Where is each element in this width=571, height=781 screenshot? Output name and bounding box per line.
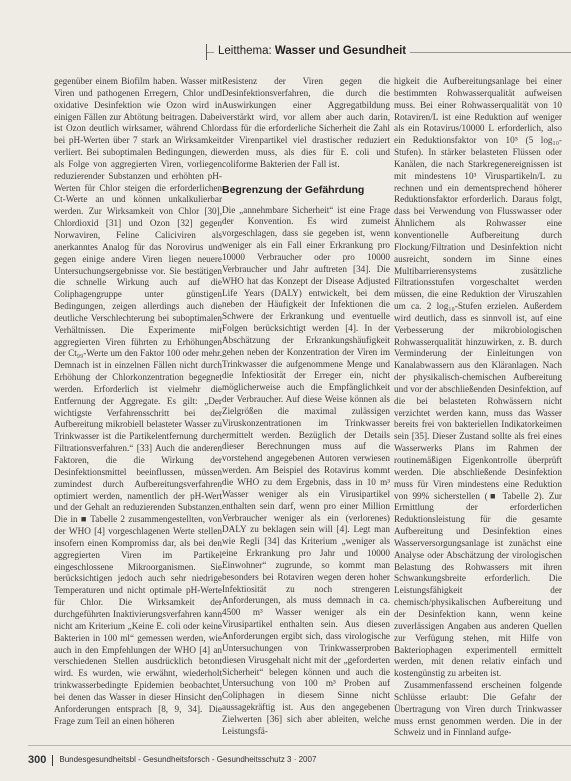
header-topic: Wasser und Gesundheit bbox=[274, 45, 407, 57]
text-column-1 bbox=[54, 76, 222, 727]
section-heading: Begrenzung der Gefährdung bbox=[222, 183, 365, 196]
footer-divider bbox=[52, 755, 53, 766]
footer-rule bbox=[28, 745, 571, 746]
paragraph: gegenüber einem Biofilm haben. Wasser mit Viren und pathogenen Erregern, Chlor und oxidative Desinfektion wie Ozon wird in einigen Fällen zur Abtötung beitragen. Dabei ist Ozon deutlich wirksamer, während Chlor bei pH-Werten über 7 stark an Wirksamkeit verliert. Bei suboptimalen Bedingungen, die als Folge von aggregierten Viren, vorliegen reduzierender Substanzen und erhöhten pH-Werten für Chlor steigen die erforderlichen Ct-Werte an und können unkalkulierbar werden. Zur Wirksamkeit von Chlor [30], Chlordioxid [31] und Ozon [32] gegen Norwaviren, Feline Caliciviren als anerkanntes Analog für das Norovirus und gegen einige andere Viren liegen neuere Untersuchungsergebnisse vor. Sie bestätigen die schnelle Wirkung auch auf die Coliphagengruppe unter günstigen Bedingungen, zeigen allerdings auch die deutliche Verschlechterung bei suboptimalen Verhältnissen. Die Experimente mit aggregierten Viren führten zu Erhöhungen der Ct₉₉-Werte um den Faktor 100 oder mehr. Demnach ist in einzelnen Fällen nicht durch Erhöhung der Chlorkonzentration begegnet werden. Erforderlich ist vielmehr die Entfernung der Aggregate. Es gilt: „Der wichtigste Verfahrensschritt bei der Aufbereitung mikrobiell belasteter Wasser zu Trinkwasser ist die Partikelentfernung durch Filtrationsverfahren.“ [33] Auch die anderen Faktoren, die die Wirkung der Desinfektionsmittel beeinflussen, müssen zumindest durch Aufbereitungsverfahren optimiert werden, namentlich der pH-Wert und der Gehalt an reduzierenden Substanzen. Die in ■ Tabelle 2 zusammengestellten, von der WHO [4] vorgeschlagenen Werte stellen insofern einen Kompromiss dar, als bei den aggregierten Viren im Partikel eingeschlossene Mikroorganismen. Sie berücksichtigen jedoch auch sehr niedrige Temperaturen und nicht optimale pH-Werte für Chlor. Die Wirksamkeit der durchgeführten Inaktivierungsverfahren kann nicht am Kriterium „Keine E. coli oder keine Bakterien in 100 ml“ gemessen werden, wie auch in den Empfehlungen der WHO [4] an verschiedenen Stellen ausdrücklich betont wird. Es wurden, wie erwähnt, wiederholt trinkwasserbedingte Epidemien beobachtet, bei denen das Wasser in dieser Hinsicht den Anforderungen entsprach [8, 9, 34]. Die Frage zum Teil an einen höheren bbox=[54, 76, 222, 726]
paragraph: Die „annehmbare Sicherheit“ ist eine Frage der Konvention. Es wird zumeist vorgeschlagen, dass sie gegeben ist, wenn weniger als ein Fall einer Erkrankung pro 10000 Verbraucher oder pro 10000 Verbraucher und Jahr auftreten [34]. Die WHO hat das Konzept der Disease Adjusted Life Years (DALY) entwickelt, bei dem neben der Häufigkeit der Infektionen die Schwere der Erkrankung und eventuelle Folgen berücksichtigt werden [4]. In der Abschätzung der Erkrankungshäufigkeit gehen neben der Konzentration der Viren im Trinkwasser die aufgenommene Menge und die Infektiosität der Erreger ein, nicht möglicherweise auch die Empfänglichkeit der Verbraucher. Auf diese Weise können als Zielgrößen die maximal zulässigen Viruskonzentrationen im Trinkwasser ermittelt werden. Bezüglich der Details dieser Berechnungen muss auf die vorstehend angegebenen Autoren verwiesen werden. Am Beispiel des Rotavirus kommt die WHO zu dem Ergebnis, dass in 10 m³ Wasser weniger als ein Virusipartikel enthalten sein darf, wenn pro einer Million Verbraucher weniger als ein (verlorenes) DALY zu beklagen sein will [4]. Legt man wie Regli [34] das Kriterium „weniger als eine Erkrankung pro Jahr und 10000 Einwohner“ zugrunde, so kommt man besonders bei Rotaviren wegen deren hoher Infektiosität zu noch strengeren Anforderungen, als muss demnach in ca. 4500 m³ Wasser weniger als ein Virusipartikel enthalten sein. Aus diesen Anforderungen ergibt sich, dass virologische Untersuchungen von Trinkwasserproben diesen Virusgehalt nicht mit der „geforderten Sicherheit“ belegen können und auch die Untersuchung von 100 m³ Proben auf Coliphagen in diesem Sinne nicht aussagekräftig ist. Aus den angegebenen Zielwerten [36] sich aber ableiten, welche Leistungsfä- bbox=[222, 204, 390, 736]
page-footer bbox=[28, 753, 548, 767]
text-column-2 bbox=[222, 76, 390, 738]
header-title bbox=[214, 43, 410, 59]
page-number: 300 bbox=[28, 754, 47, 766]
paragraph: Zusammenfassend erscheinen folgende Schlüsse erlaubt: Die Gefahr der Übertragung von Viren durch Trinkwasser muss ernst genommen werden. Die in der Schweiz und in Finnland aufge- bbox=[394, 680, 562, 738]
paragraph: higkeit die Aufbereitungsanlage bei einer bestimmten Rohwasserqualität aufweisen muss. Bei einer Rohwasserqualität von 10 Rotaviren/L ist eine Reduktion auf weniger als ein Rotavirus/10000 L erforderlich, also ein Reduktionsfaktor von 10⁵ (5 log₁₀-Stufen). In stärker belasteten Flüssen oder Kanälen, die nach Starkregenereignissen ist mit mindestens 10³ Viruspartikeln/L zu rechnen und ein dementsprechend höherer Reduktionsfaktor erforderlich. Daraus folgt, dass bei Verwendung von Flusswasser oder Ähnlichem als Rohwasser eine konventionelle Aufbereitung durch Flockung/Filtration und Desinfektion nicht ausreicht, sondern im Sinne eines Multibarrierensystems zusätzliche Filtrationsstufen vorgeschaltet werden müssen, die eine Reduktion der Viruszahlen um ca. 2 log₁₀-Stufen erzielen. Außerdem wird deutlich, dass es sinnvoll ist, auf eine Verbesserung der mikrobiologischen Rohwasserqualität hinzuwirken, z. B. durch Verminderung der Einleitungen von Kanalabwassern aus den Kläranlagen. Nach der physikalisch-chemischen Aufbereitung und vor der abschließenden Desinfektion, auf die bei belasteten Rohwässern nicht verzichtet werden kann, muss das Wasser bereits frei von bakteriellen Indikatorkeimen sein [35]. Dieser Zustand sollte als frei eines Wasserwerks Plans im Rahmen der routinemäßigen Eigenkontrolle überprüft werden. Die abschließende Desinfektion muss für Viren mindestens eine Reduktion von 99% sicherstellen (■ Tabelle 2). Zur Ermittlung der erforderlichen Reduktionsleistung für die gesamte Aufbereitung und Desinfektion eines Wasserversorgungsanlage ist zunächst eine Analyse oder Abschätzung der virologischen Belastung des Rohwassers mit ihren Schwankungsbreite erforderlich. Die Leistungsfähigkeit der chemisch/physikalischen Aufbereitung und der Desinfektion kann, wenn keine zuverlässigen Angaben aus anderen Quellen zur Verfügung stehen, mit Hilfe von Bakteriophagen experimentell ermittelt werden, mit denen relativ einfach und kostengünstig zu arbeiten ist. bbox=[394, 76, 562, 679]
text-column-3 bbox=[394, 76, 562, 739]
header-kicker: Leitthema: bbox=[218, 45, 272, 57]
journal-citation: Bundesgesundheitsbl - Gesundheitsforsch - Gesundheitsschutz 3 · 2007 bbox=[59, 755, 317, 764]
header-divider bbox=[206, 44, 207, 60]
paragraph: Resistenz der Viren gegen die Desinfektionsverfahren, die durch die Auswirkungen einer Aggregatbildung verstärkt wird, vor allem aber auch darin, dass für die erforderliche Sicherheit die Zahl der Virenpartikel viel drastischer reduziert werden muss, als dies für E. coli und coliforme Bakterien der Fall ist. bbox=[222, 76, 390, 169]
